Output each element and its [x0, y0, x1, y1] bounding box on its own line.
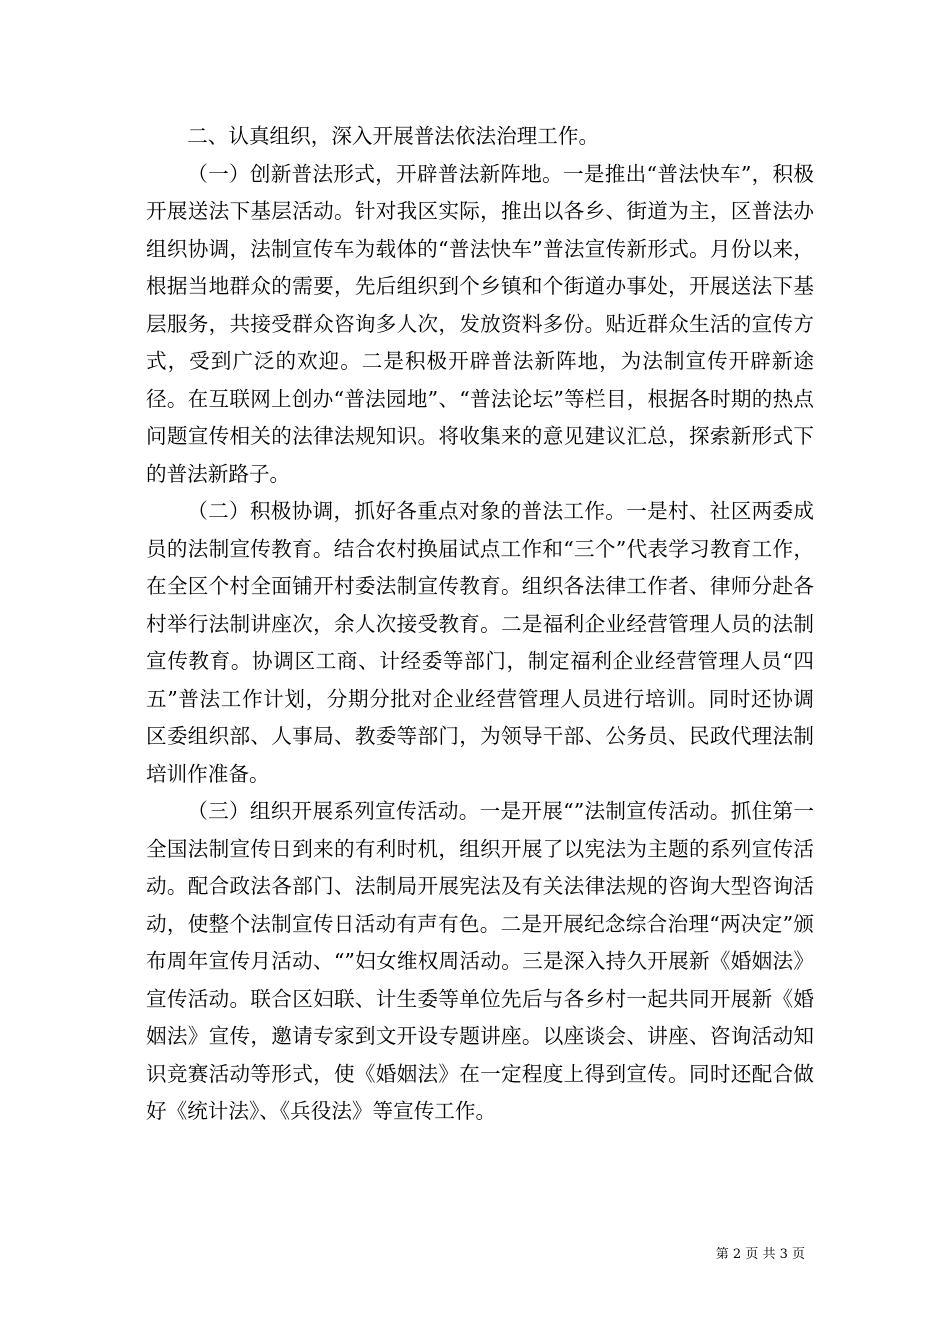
- paragraph-item-2: （二）积极协调，抓好各重点对象的普法工作。一是村、社区两委成员的法制宣传教育。结合农村换届试点工作和“三个”代表学习教育工作，在全区个村全面铺开村委法制宣传教育。组织各法律工作者、律师分赴各村举行法制讲座次，余人次接受教育。二是福利企业经营管理人员的法制宣传教育。协调区工商、计经委等部门，制定福利企业经营管理人员“四五”普法工作计划，分期分批对企业经营管理人员进行培训。同时还协调区委组织部、人事局、教委等部门，为领导干部、公务员、民政代理法制培训作准备。: [146, 499, 814, 786]
- page-number-footer: 第 2 页 共 3 页: [715, 1247, 805, 1262]
- paragraph-section-heading: 二、认真组织，深入开展普法依法治理工作。: [187, 124, 600, 148]
- paragraph-item-1: （一）创新普法形式，开辟普法新阵地。一是推出“普法快车”，积极开展送法下基层活动。针对我区实际，推出以各乡、街道为主，区普法办组织协调，法制宣传车为载体的“普法快车”普法宣传新形式。月份以来，根据当地群众的需要，先后组织到个乡镇和个街道办事处，开展送法下基层服务，共接受群众咨询多人次，发放资料多份。贴近群众生活的宣传方式，受到广泛的欢迎。二是积极开辟普法新阵地，为法制宣传开辟新途径。在互联网上创办“普法园地”、“普法论坛”等栏目，根据各时期的热点问题宣传相关的法律法规知识。将收集来的意见建议汇总，探索新形式下的普法新路子。: [146, 161, 814, 486]
- paragraph-item-3: （三）组织开展系列宣传活动。一是开展“”法制宣传活动。抓住第一全国法制宣传日到来的有利时机，组织开展了以宪法为主题的系列宣传活动。配合政法各部门、法制局开展宪法及有关法律法规的咨询大型咨询活动，使整个法制宣传日活动有声有色。二是开展纪念综合治理“两决定”颁布周年宣传月活动、“”妇女维权周活动。三是深入持久开展新《婚姻法》宣传活动。联合区妇联、计生委等单位先后与各乡村一起共同开展新《婚姻法》宣传，邀请专家到文开设专题讲座。以座谈会、讲座、咨询活动知识竞赛活动等形式，使《婚姻法》在一定程度上得到宣传。同时还配合做好《统计法》、《兵役法》等宣传工作。: [146, 799, 814, 1123]
- document-body: [146, 118, 814, 1131]
